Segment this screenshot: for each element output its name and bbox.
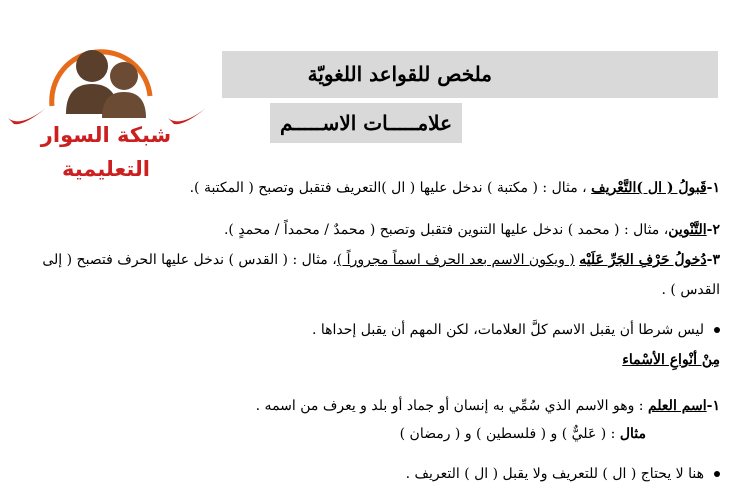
- item-number: ١-: [706, 180, 720, 196]
- note-text: ليس شرطا أن يقبل الاسم كلَّ العلامات، لكن المهم أن يقبل إحداها .: [311, 322, 704, 338]
- item-term: التَّنْوين: [668, 222, 707, 238]
- item-text: : وهو الاسم الذي سُمِّي به إنسان أو جماد أو بلد و يعرف من اسمه .: [255, 398, 644, 414]
- section-heading: مِنْ أنْواعِ الأسْماء: [622, 352, 720, 368]
- list-item: [20, 396, 720, 416]
- bullet-icon: [714, 327, 720, 333]
- list-item: [20, 178, 720, 198]
- bullet-icon: [714, 471, 720, 477]
- page-title: ملخص للقواعد اللغويّة: [307, 62, 492, 86]
- item-term: قَبولُ ( ال )التَّعْريف: [591, 180, 707, 196]
- item-note: ( ويكون الاسم بعد الحرف اسماً مجروراً ): [336, 252, 575, 268]
- page-subtitle: علامـــــات الاســـــم: [279, 111, 453, 135]
- item-number: ١-: [706, 398, 720, 414]
- item-number: ٣-: [706, 252, 720, 268]
- example-line: [46, 424, 646, 444]
- list-item-continued: القدس ) .: [661, 282, 720, 298]
- item-term: اسم العلم: [647, 398, 707, 414]
- note-bullet: [320, 464, 720, 484]
- note-bullet: [300, 320, 720, 340]
- example-label: مثال: [619, 426, 646, 442]
- logo-text: شبكة السوار التعليمية: [40, 123, 172, 181]
- item-number: ٢-: [706, 222, 720, 238]
- item-text: ، مثال : ( مكتبة ) ندخل عليها ( ال )التعريف فتقبل وتصبح ( المكتبة ).: [189, 180, 592, 196]
- item-text: ، مثال : ( محمد ) ندخل عليها التنوين فتقبل وتصبح ( محمدٌ / محمداً / محمدٍ ).: [223, 222, 669, 238]
- item-text: ، مثال : ( القدس ) ندخل عليها الحرف فتصبح ( إلى: [42, 252, 337, 268]
- list-item: [20, 220, 720, 240]
- item-term: دُخولُ حَرْفِ الجَرِّ عَلَيْه: [579, 252, 707, 268]
- example-text: : ( عَليٌّ ) و ( فلسطين ) و ( رمضان ): [399, 426, 616, 442]
- list-item: [20, 250, 720, 270]
- note-text: هنا لا يحتاج ( ال ) للتعريف ولا يقبل ( ال ) التعريف .: [405, 466, 704, 482]
